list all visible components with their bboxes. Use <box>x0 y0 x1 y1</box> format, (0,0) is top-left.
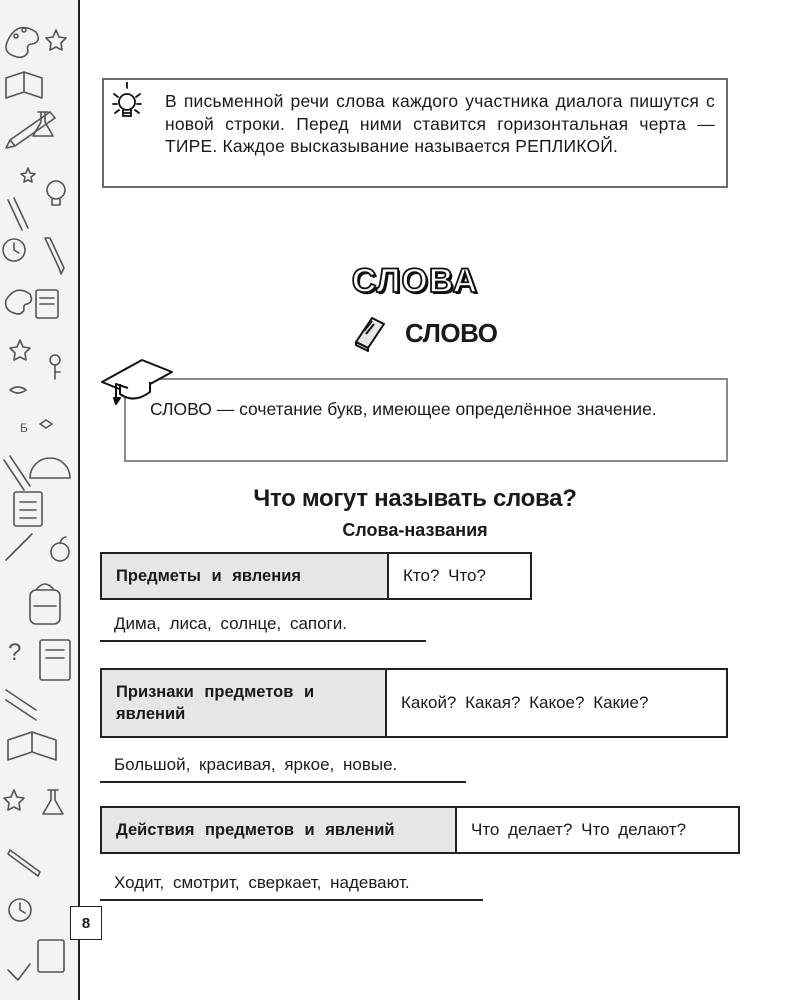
category-questions: Кто? Что? <box>403 566 486 585</box>
page-number: 8 <box>70 906 102 940</box>
category-label: Действия предметов и явлений <box>102 808 457 852</box>
svg-text:?: ? <box>8 639 22 666</box>
definition-text: СЛОВО — сочетание букв, имеющее определённое значение. <box>150 399 657 419</box>
category-examples: Ходит, смотрит, сверкает, надевают. <box>100 873 483 901</box>
category-table-actions <box>100 806 740 854</box>
doodle-pattern-icon <box>0 0 78 1000</box>
lightbulb-icon <box>112 82 142 126</box>
category-questions: Какой? Какая? Какое? Какие? <box>401 693 649 712</box>
note-text: В письменной речи слова каждого участника диалога пишутся с новой строки. Перед ними ставится горизонтальная черта — ТИРЕ. Каждое высказывание называется РЕПЛИКОЙ. <box>165 91 715 156</box>
category-table-attributes <box>100 668 728 738</box>
section-subheading: СЛОВО <box>405 318 498 348</box>
question-heading: Что могут называть слова? <box>253 485 577 512</box>
section-heading: СЛОВА <box>351 262 479 300</box>
category-examples: Большой, красивая, яркое, новые. <box>100 755 466 783</box>
doodle-strip <box>0 0 80 1000</box>
category-table-objects <box>100 552 532 600</box>
svg-text:Б: Б <box>20 421 28 435</box>
category-label: Признаки предметов и явлений <box>102 670 387 736</box>
category-label: Предметы и явления <box>102 554 389 598</box>
category-questions: Что делает? Что делают? <box>471 820 687 839</box>
category-heading: Слова-названия <box>342 520 488 540</box>
category-examples: Дима, лиса, солнце, сапоги. <box>100 614 426 642</box>
book-icon <box>350 312 388 352</box>
